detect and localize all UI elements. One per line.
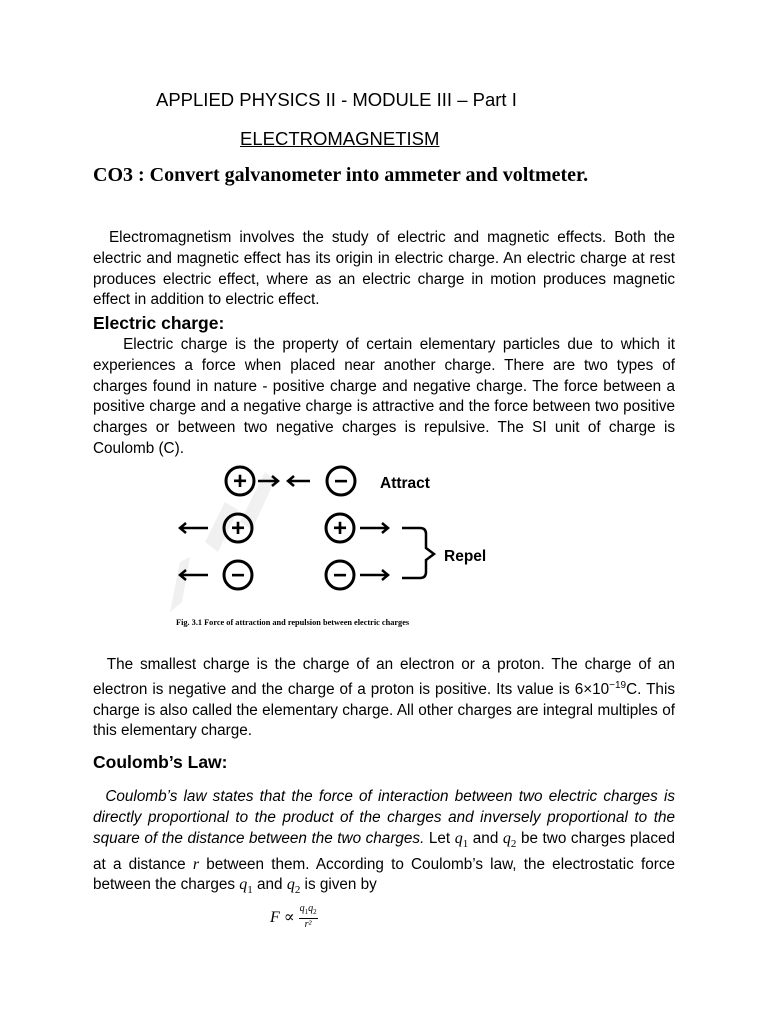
law-text: and [468, 829, 503, 847]
minus-sign: − [332, 562, 348, 589]
figure-caption: Fig. 3.1 Force of attraction and repulsion between electric charges [176, 618, 410, 627]
electric-charge-paragraph: Electric charge is the property of certain elementary particles due to which it experiences a force when placed near another charge. There are two types of charges found in nature - positive charge and negative charge. The force between a positive charge and a negative charge is attractive and the force between two positive charges or between two negative charges is repulsive. The SI unit of charge is Coulomb (C). [93, 336, 675, 457]
arrow-right [360, 523, 388, 533]
document-subtitle: ELECTROMAGNETISM [240, 128, 440, 149]
coulombs-law-heading: Coulomb’s Law: [93, 752, 228, 772]
q2-symbol: $q_2$ [502, 829, 517, 850]
elementary-charge-paragraph [93, 655, 675, 742]
document-title: APPLIED PHYSICS II - MODULE III – Part I [156, 89, 517, 110]
law-text: be two charges placed at a distance [93, 829, 675, 873]
elementary-text-before: The smallest charge is the charge of an electron or a proton. The charge of an electron is negative and the charge of a proton is positive. Its value is 6×10 [93, 656, 675, 698]
repel-label: Repel [444, 548, 487, 565]
law-text: is given by [300, 876, 377, 894]
course-outcome: CO3 : Convert galvanometer into ammeter and voltmeter. [93, 164, 589, 186]
law-text: between them. According to Coulomb’s law, the electrostatic force between the charges [93, 855, 675, 894]
coulomb-formula [270, 903, 318, 930]
r-symbol: r [192, 855, 200, 873]
minus-sign: − [333, 468, 349, 495]
q1-symbol: $q_1$ [239, 876, 253, 897]
arrow-right [360, 570, 388, 580]
minus-sign: − [230, 562, 246, 589]
arrow-left [180, 570, 208, 580]
law-text: and [252, 876, 287, 894]
law-text: Let [424, 829, 455, 847]
formula-denominator: r² [304, 919, 312, 930]
coulombs-law-statement: Coulomb’s law states that the force of interaction between two electric charges is directly proportional to the product of the charges and inversely proportional to the square of the distance between the two charges. [93, 788, 675, 847]
elementary-text-after: C. This charge is also called the elementary charge. All other charges are integral multiples of this elementary charge. [93, 680, 675, 740]
repel-negative-row [180, 561, 388, 589]
watermark [170, 472, 275, 612]
intro-paragraph: Electromagnetism involves the study of electric and magnetic effects. Both the electric and magnetic effect has its origin in electric charge. An electric charge at rest produces electric effect, where as an electric charge in motion produces magnetic effect in addition to electric effect. [93, 229, 675, 309]
repel-bracket [402, 528, 434, 578]
plus-sign: + [332, 515, 348, 542]
plus-sign: + [232, 468, 248, 495]
plus-sign: + [230, 515, 246, 542]
arrow-left [288, 476, 310, 486]
formula-lhs: F ∝ [270, 908, 295, 926]
charges-diagram [170, 462, 510, 632]
charge-exponent: −19 [609, 679, 627, 691]
charges-figure [170, 462, 510, 632]
arrow-left [180, 523, 208, 533]
q2-symbol: $q_2$ [286, 876, 301, 897]
q1-symbol: $q_1$ [454, 829, 469, 850]
coulombs-law-paragraph [93, 787, 675, 901]
electric-charge-heading: Electric charge: [93, 313, 225, 333]
attract-label: Attract [380, 475, 430, 492]
formula-numerator: $q_1q_2$ [299, 903, 318, 919]
formula-fraction [299, 903, 318, 930]
